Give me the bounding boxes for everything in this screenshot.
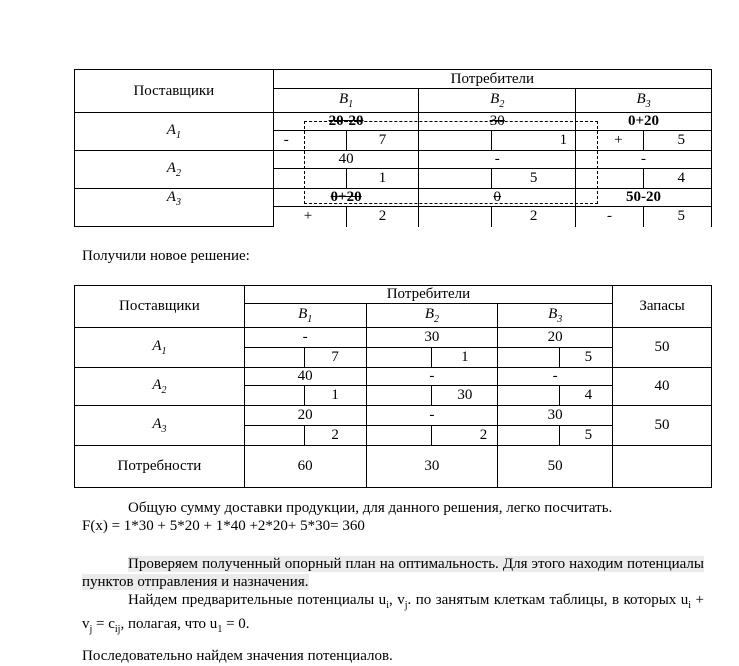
col-b2: $B_2$ xyxy=(366,304,498,328)
sign-a3-b2 xyxy=(419,207,492,227)
row-a1: $A_1$ xyxy=(75,113,274,151)
cost-a1-b1: 7 xyxy=(346,131,419,151)
empty-a2-b1 xyxy=(244,386,304,406)
paragraph-total-cost: Общую сумму доставки продукции, для данного решения, легко посчитать. xyxy=(128,500,613,516)
cell-a3-b2-top: - xyxy=(366,406,498,426)
transport-table-2 xyxy=(74,285,712,488)
stock-a2: 40 xyxy=(613,368,712,406)
col-b1: $B_1$ xyxy=(273,89,419,113)
p3-sub-ij: ij xyxy=(114,624,121,635)
cost-a3-b3: 5 xyxy=(560,426,613,446)
row-a2: $A_2$ xyxy=(75,368,245,406)
formula-fx: F(x) = 1*30 + 5*20 + 1*40 +2*20+ 5*30= 360 xyxy=(82,518,365,534)
header-consumers: Потребители xyxy=(244,286,612,304)
left-a3-b2 xyxy=(366,426,432,446)
cost-a2-b1: 1 xyxy=(346,169,419,189)
p3-c: . по занятым клеткам таблицы, в которых u xyxy=(407,592,689,608)
col-b3: $B_3$ xyxy=(576,89,712,113)
sign-a1-b1: - xyxy=(273,131,346,151)
paragraph-sequential: Последовательно найдем значения потенциалов. xyxy=(82,648,393,664)
p3-sub-j: j xyxy=(404,600,408,611)
p3-a: Найдем предварительные потенциалы u xyxy=(128,592,387,608)
cell-a3-b3-top: 30 xyxy=(498,406,613,426)
cost-a2-b1: 1 xyxy=(304,386,366,406)
left-a3-b3 xyxy=(498,426,560,446)
cost-a1-b1: 7 xyxy=(304,348,366,368)
row-a3: $A_3$ xyxy=(75,189,274,227)
p3-sub-i: i xyxy=(386,600,389,611)
p3-sub-j2: j xyxy=(89,624,93,635)
sign-a3-b1: + xyxy=(273,207,346,227)
paragraph-potentials xyxy=(82,591,704,639)
col-b2: $B_2$ xyxy=(419,89,576,113)
header-stocks: Запасы xyxy=(613,286,712,328)
col-b3: $B_3$ xyxy=(498,304,613,328)
cell-a2-b2-top: - xyxy=(366,368,498,386)
cell-a2-b3-top: - xyxy=(576,151,712,169)
value-a2-b2: 30 xyxy=(432,386,498,406)
cell-a3-b2-top: 0 xyxy=(419,189,576,207)
need-b3: 50 xyxy=(498,446,613,488)
cost-a1-b2: 1 xyxy=(492,131,576,151)
transport-table-1 xyxy=(74,69,712,227)
row-a1: $A_1$ xyxy=(75,328,245,368)
col-b1: $B_1$ xyxy=(244,304,366,328)
cost-a3-b1: 2 xyxy=(304,426,366,446)
need-b1: 60 xyxy=(244,446,366,488)
cost-a2-b3: 4 xyxy=(560,386,613,406)
cell-a2-b2-top: - xyxy=(419,151,576,169)
cost-a3-b2: 2 xyxy=(432,426,498,446)
p3-g: = 0. xyxy=(222,616,250,632)
sign-a1-b2 xyxy=(419,131,492,151)
cell-a2-b1-top: 40 xyxy=(273,151,419,169)
cell-a1-b3-top: 20 xyxy=(498,328,613,348)
cost-a2-b3: 4 xyxy=(644,169,712,189)
cell-a1-b1-top: - xyxy=(244,328,366,348)
cell-a1-b3-top: 0+20 xyxy=(576,113,712,131)
cell-a1-b2-top: 30 xyxy=(419,113,576,131)
header-suppliers: Поставщики xyxy=(75,70,274,113)
need-b2: 30 xyxy=(366,446,498,488)
cost-a3-b1: 2 xyxy=(346,207,419,227)
cell-a3-b1-top: 0+20 xyxy=(273,189,419,207)
sign-a2-b3 xyxy=(576,169,644,189)
cost-a1-b2: 1 xyxy=(432,348,498,368)
stock-a3: 50 xyxy=(613,406,712,446)
p3-f: , полагая, что u xyxy=(120,616,218,632)
highlighted-text: Проверяем полученный опорный план на оптимальность. Для этого находим потенциалы пунктов отправления и назначения. xyxy=(82,556,704,590)
cost-a2-b2: 5 xyxy=(492,169,576,189)
p3-d: + v xyxy=(82,592,704,632)
cost-a1-b3: 5 xyxy=(644,131,712,151)
cell-a3-b1-top: 20 xyxy=(244,406,366,426)
empty-a2-b2 xyxy=(366,386,432,406)
cell-a2-b1-top: 40 xyxy=(244,368,366,386)
cell-a1-b1-top: 20-20 xyxy=(273,113,419,131)
cost-a3-b2: 2 xyxy=(492,207,576,227)
cost-a3-b3: 5 xyxy=(644,207,712,227)
cell-a2-b3-top: - xyxy=(498,368,613,386)
needs-label: Потребности xyxy=(75,446,245,488)
empty-a2-b3 xyxy=(498,386,560,406)
left-a1-b3 xyxy=(498,348,560,368)
new-solution-text: Получили новое решение: xyxy=(82,248,250,264)
cost-a1-b3: 5 xyxy=(560,348,613,368)
left-a1-b1 xyxy=(244,348,304,368)
sign-a1-b3: + xyxy=(576,131,644,151)
sign-a2-b1 xyxy=(273,169,346,189)
paragraph-check-optimality xyxy=(82,555,704,591)
header-consumers: Потребители xyxy=(273,70,711,89)
header-suppliers: Поставщики xyxy=(75,286,245,328)
sign-a3-b3: - xyxy=(576,207,644,227)
p3-e: = c xyxy=(92,616,115,632)
left-a3-b1 xyxy=(244,426,304,446)
p3-sub-1: 1 xyxy=(217,624,223,635)
needs-empty xyxy=(613,446,712,488)
cell-a3-b3-top: 50-20 xyxy=(576,189,712,207)
row-a2: $A_2$ xyxy=(75,151,274,189)
sign-a2-b2 xyxy=(419,169,492,189)
p3-sub-i2: i xyxy=(688,600,692,611)
p3-b: , v xyxy=(388,592,405,608)
cell-a1-b2-top: 30 xyxy=(366,328,498,348)
stock-a1: 50 xyxy=(613,328,712,368)
row-a3: $A_3$ xyxy=(75,406,245,446)
left-a1-b2 xyxy=(366,348,432,368)
